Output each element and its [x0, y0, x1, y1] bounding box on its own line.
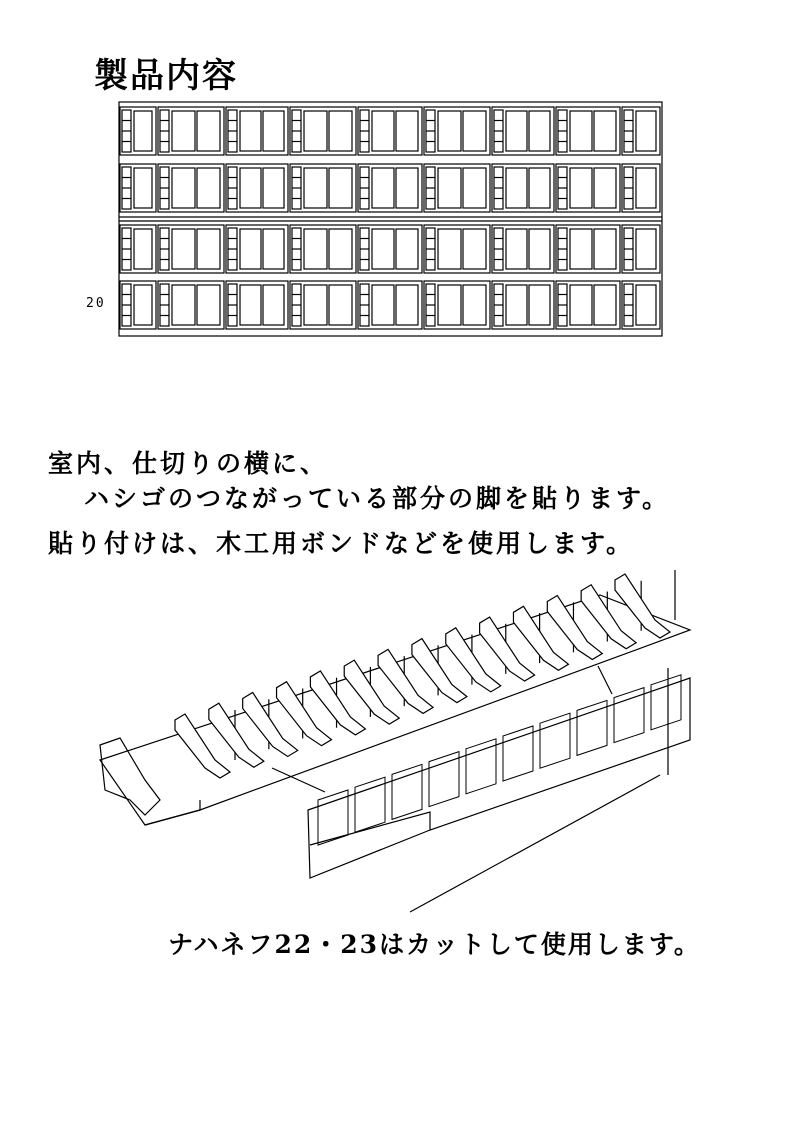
seat: [547, 596, 602, 660]
window-pane: [172, 111, 195, 151]
window-pane: [529, 229, 550, 269]
window-pane: [134, 285, 152, 325]
seat: [446, 628, 501, 692]
part-number-label: 20: [86, 296, 106, 311]
window-pane: [240, 285, 261, 325]
window-pane: [506, 168, 527, 208]
window-pane: [172, 168, 195, 208]
panel-window: [355, 777, 385, 832]
window-pane: [463, 229, 486, 269]
window-pane: [134, 229, 152, 269]
interior-floor: [100, 595, 690, 825]
panel-window: [429, 752, 459, 807]
window-pane: [529, 111, 550, 151]
cut-note: ナハネフ22・23はカットして使用します。: [168, 930, 701, 959]
seat: [378, 649, 433, 713]
window-pane: [570, 111, 592, 151]
panel-window: [392, 764, 422, 819]
seat: [277, 682, 332, 746]
window-pane: [134, 111, 152, 151]
window-pane: [263, 229, 284, 269]
window-pane: [529, 168, 550, 208]
window-pane: [594, 111, 616, 151]
window-pane: [240, 111, 261, 151]
leader-line: [410, 775, 660, 912]
window-pane: [594, 229, 616, 269]
window-pane: [329, 229, 352, 269]
side-panel: [308, 678, 690, 878]
window-pane: [396, 285, 418, 325]
window-pane: [263, 285, 284, 325]
window-pane: [506, 229, 527, 269]
window-pane: [438, 168, 461, 208]
window-pane: [463, 285, 486, 325]
seat: [209, 703, 264, 767]
window-pane: [329, 285, 352, 325]
end-seat: [100, 738, 160, 815]
window-pane: [197, 229, 220, 269]
panel-window: [540, 713, 570, 768]
seat: [175, 714, 230, 778]
window-pane: [304, 285, 327, 325]
panel-window: [466, 739, 496, 794]
window-pane: [372, 285, 394, 325]
sheet-frame: [119, 102, 662, 336]
window-pane: [636, 168, 656, 208]
seat: [344, 660, 399, 724]
window-pane: [172, 285, 195, 325]
window-pane: [529, 285, 550, 325]
leader-line: [598, 666, 612, 694]
window-pane: [570, 168, 592, 208]
window-pane: [134, 168, 152, 208]
window-pane: [396, 229, 418, 269]
seat: [243, 692, 298, 756]
leader-line: [272, 768, 325, 792]
window-pane: [594, 168, 616, 208]
seat: [581, 585, 636, 649]
seat: [310, 671, 365, 735]
window-pane: [438, 285, 461, 325]
window-pane: [372, 168, 394, 208]
window-pane: [636, 111, 656, 151]
seat: [615, 574, 670, 638]
window-pane: [636, 285, 656, 325]
seat: [412, 639, 467, 703]
page-title: 製品内容: [94, 56, 238, 96]
instruction-line-1: 室内、仕切りの横に、: [48, 449, 329, 478]
window-pane: [636, 229, 656, 269]
window-pane: [594, 285, 616, 325]
window-pane: [372, 229, 394, 269]
panel-window: [503, 726, 533, 781]
window-pane: [506, 285, 527, 325]
seat: [513, 606, 568, 670]
seat: [480, 617, 535, 681]
window-pane: [197, 168, 220, 208]
panel-window: [577, 700, 607, 755]
window-pane: [172, 229, 195, 269]
window-pane: [570, 285, 592, 325]
panel-window: [614, 688, 644, 743]
panel-window: [651, 675, 681, 730]
window-pane: [463, 111, 486, 151]
window-pane: [372, 111, 394, 151]
window-pane: [240, 168, 261, 208]
instruction-line-3: 貼り付けは、木工用ボンドなどを使用します。: [48, 529, 635, 558]
instruction-line-2: ハシゴのつながっている部分の脚を貼ります。: [84, 484, 671, 513]
window-pane: [396, 168, 418, 208]
window-pane: [304, 168, 327, 208]
panel-window: [318, 790, 348, 845]
parts-sheet-drawing: [0, 0, 794, 400]
window-pane: [240, 229, 261, 269]
window-pane: [263, 168, 284, 208]
window-pane: [304, 111, 327, 151]
window-pane: [329, 111, 352, 151]
window-pane: [438, 229, 461, 269]
window-pane: [329, 168, 352, 208]
window-pane: [396, 111, 418, 151]
window-pane: [438, 111, 461, 151]
window-pane: [304, 229, 327, 269]
window-pane: [197, 285, 220, 325]
window-pane: [506, 111, 527, 151]
window-pane: [197, 111, 220, 151]
window-pane: [263, 111, 284, 151]
window-pane: [570, 229, 592, 269]
window-pane: [463, 168, 486, 208]
